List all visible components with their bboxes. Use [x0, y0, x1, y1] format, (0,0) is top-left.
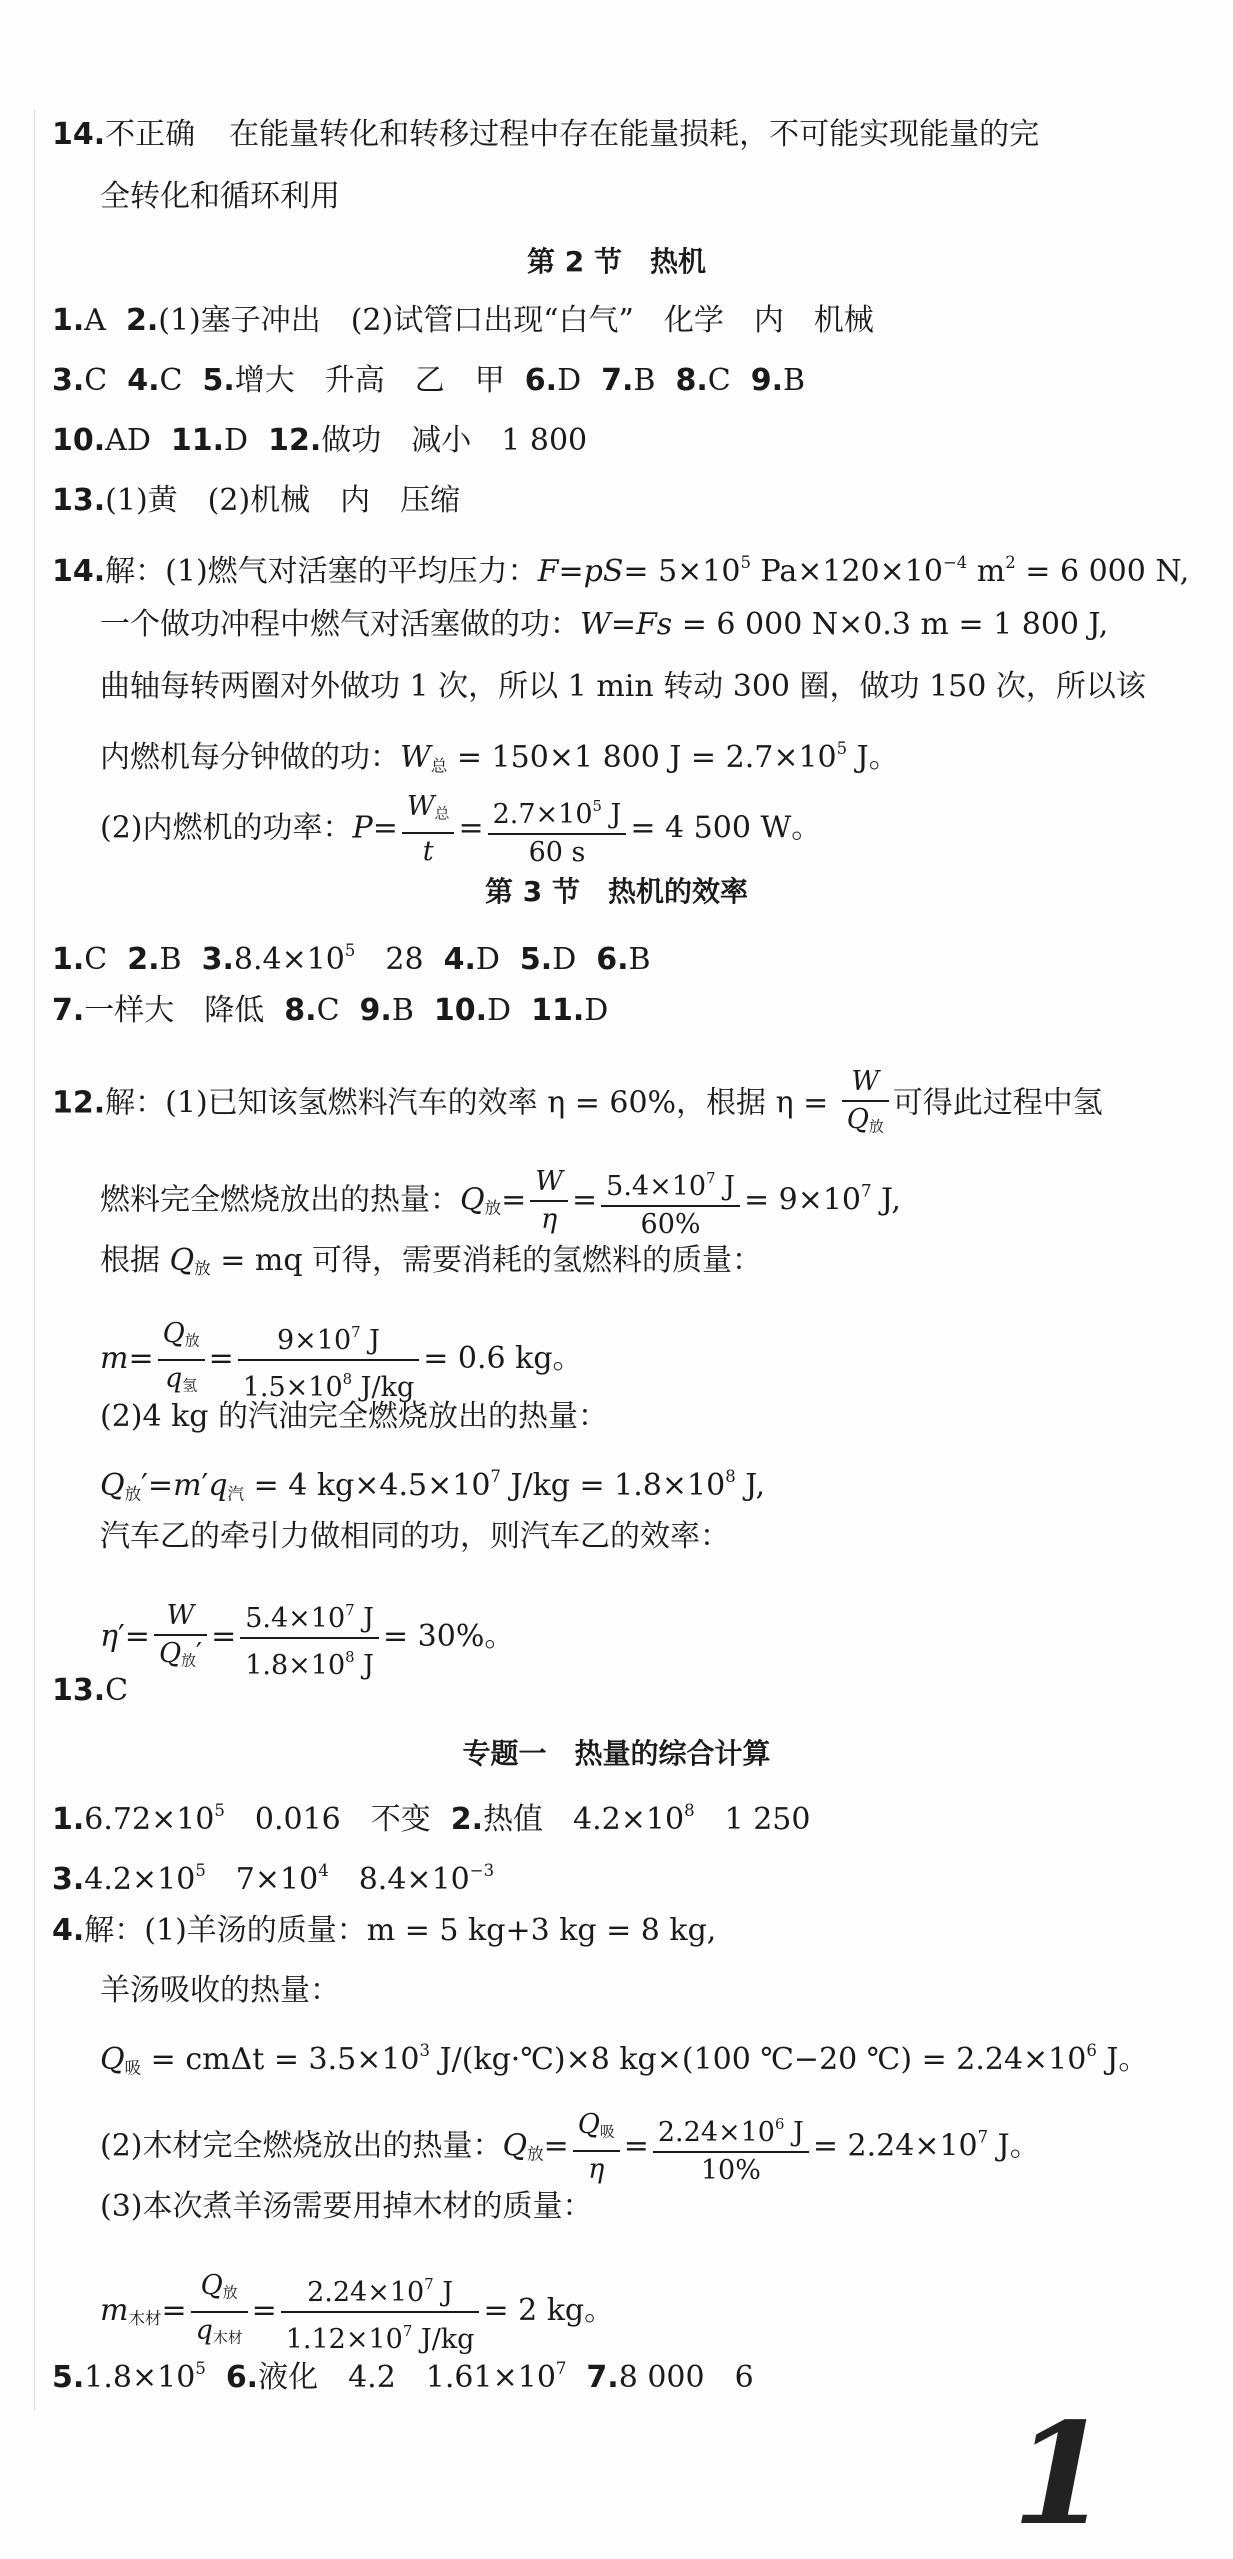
fraction: $\frac{2.24\times 10^7 J}{1.12\times 10^7 J/kg}$ [281, 2266, 480, 2358]
answer-line: η′= $\frac{W}{Q_放'}$ = $\frac{5.4\times 10^7 J}{1.8\times 10^8 J}$ = 30%。 [100, 1592, 514, 1684]
answer-line: 13.C [52, 1673, 129, 1708]
section-heading: 第 2 节 热机 [527, 245, 706, 278]
fraction: $\frac{5.4\times 10^7 J}{1.8\times 10^8 J}$ [240, 1592, 379, 1684]
answer-line: 4.解：(1)羊汤的质量：m = 5 kg+3 kg = 8 kg, [52, 1913, 717, 1948]
answer-line: $3.4.2\times 10^5$ $7\times 10^4$ $8.4\times 10^{-3}$ [52, 1861, 495, 1898]
answer-line: (2)内燃机的功率：P= $\frac{W_总}{t}$ = $\frac{2.7\times 10^5 J}{60 s}$ = 4 500 W。 [100, 788, 821, 871]
answer-line: $Q_放'=m'q_汽 = 4$ $kg\times 4.5\times 10^7$ $J/kg = 1.8\times 10^8$ J, [100, 1467, 766, 1504]
answer-line: 13.(1)黄 (2)机械 内 压缩 [52, 483, 461, 518]
answer-line: 1.C 2.B $3.8.4\times 10^5$ 28 4.D 5.D 6.B [52, 941, 651, 978]
fraction: $\frac{5.4\times 10^7 J}{60\%}$ [601, 1160, 740, 1243]
fraction: $\frac{2.24\times 10^6 J}{10\%}$ [653, 2106, 809, 2189]
answer-line: 全转化和循环利用 [100, 179, 340, 214]
fraction: $\frac{W_总}{t}$ [402, 789, 455, 870]
answer-line: 3.C 4.C 5.增大 升高 乙 甲 6.D 7.B 8.C 9.B [52, 363, 806, 398]
fraction: $\frac{9\times 10^7 J}{1.5\times 10^8 J/kg}$ [238, 1314, 420, 1406]
answer-line: $5.1.8\times 10^5$ 6.液化 4.2 $1.61\times 10^7$ 7.8 000 6 [52, 2359, 754, 2396]
answer-line: $1.6.72\times 10^5$ 0.016 不变 2.热值 $4.2\times 10^8$ 1 250 [52, 1801, 811, 1838]
answer-line: (2)4 kg 的汽油完全燃烧放出的热量： [100, 1399, 609, 1434]
answer-line: 12.解：(1)已知该氢燃料汽车的效率 η = 60%，根据 η = $\frac{W}{Q_放}$ 可得此过程中氢 [52, 1064, 1103, 1145]
answer-line: 燃料完全燃烧放出的热量：$Q_放=$ $\frac{W}{\eta}$ = $\frac{5.4\times 10^7 J}{60\%}$ = $9\times 10^7$ J, [100, 1160, 901, 1243]
answer-line: 14.不正确 在能量转化和转移过程中存在能量损耗，不可能实现能量的完 [52, 117, 1040, 152]
answer-line: 羊汤吸收的热量： [100, 1973, 340, 2008]
section-heading: 第 3 节 热机的效率 [485, 875, 748, 908]
answer-line: 10.AD 11.D 12.做功 减小 1 800 [52, 423, 588, 458]
answer-line: 一个做功冲程中燃气对活塞做的功：W=Fs = 6 000 N×0.3 m = 1 800 J, [100, 607, 1109, 642]
answer-line: (3)本次煮羊汤需要用掉木材的质量： [100, 2189, 593, 2224]
answer-line: (2)木材完全燃烧放出的热量：$Q_放=$ $\frac{Q_吸}{\eta}$ = $\frac{2.24\times 10^6 J}{10\%}$ = $2.24\times 10^7$ J。 [100, 2106, 1040, 2189]
answer-line: 1.A 2.(1)塞子冲出 (2)试管口出现“白气” 化学 内 机械 [52, 303, 874, 338]
answer-line: 曲轴每转两圈对外做功 1 次，所以 1 min 转动 300 圈，做功 150 次，所以该 [100, 669, 1146, 704]
fraction: $\frac{W}{\eta}$ [530, 1164, 568, 1238]
answer-line: 7.一样大 降低 8.C 9.B 10.D 11.D [52, 993, 609, 1028]
fraction: $\frac{Q_吸}{\eta}$ [573, 2107, 620, 2188]
fraction: $\frac{W}{Q_放'}$ [154, 1598, 207, 1679]
margin-rule [34, 110, 35, 2410]
answer-line: m= $\frac{Q_放}{q_氢}$ = $\frac{9\times 10^7 J}{1.5\times 10^8 J/kg}$ = 0.6 kg。 [100, 1314, 583, 1406]
answer-line: 内燃机每分钟做的功：$W_总 = 150\times 1$ 800 $J = 2.7\times 10^5$ J。 [100, 739, 899, 776]
page-number: 1 [1012, 2393, 1110, 2557]
answer-line: $Q_吸 = cm\Delta t = 3.5\times 10^3$ J/(kg·℃)×8 kg×(100 ℃−20 ℃) = $2.24\times 10^6$ J。 [100, 2041, 1149, 2078]
answer-line: 根据 $Q_放$ = mq 可得，需要消耗的氢燃料的质量： [100, 1243, 763, 1279]
answer-line: 14.解：(1)燃气对活塞的平均压力：$F=pS= 5\times 10^5$ $Pa\times 120\times 10^{-4}$ $m^2 = 6$ 000 N, [52, 553, 1190, 590]
answer-line: $m_{木材}=$ $\frac{Q_放}{q_{木材}}$ = $\frac{2.24\times 10^7 J}{1.12\times 10^7 J/kg}$ = 2 kg。 [100, 2266, 614, 2358]
fraction: $\frac{Q_放}{q_氢}$ [158, 1316, 205, 1403]
fraction: $\frac{W}{Q_放}$ [842, 1064, 889, 1145]
section-heading: 专题一 热量的综合计算 [462, 1737, 771, 1770]
answer-line: 汽车乙的牵引力做相同的功，则汽车乙的效率： [100, 1519, 730, 1554]
question-number: 14. [52, 117, 106, 152]
fraction: $\frac{2.7\times 10^5 J}{60 s}$ [488, 788, 627, 871]
fraction: $\frac{Q_放}{q_{木材}}$ [191, 2268, 248, 2355]
